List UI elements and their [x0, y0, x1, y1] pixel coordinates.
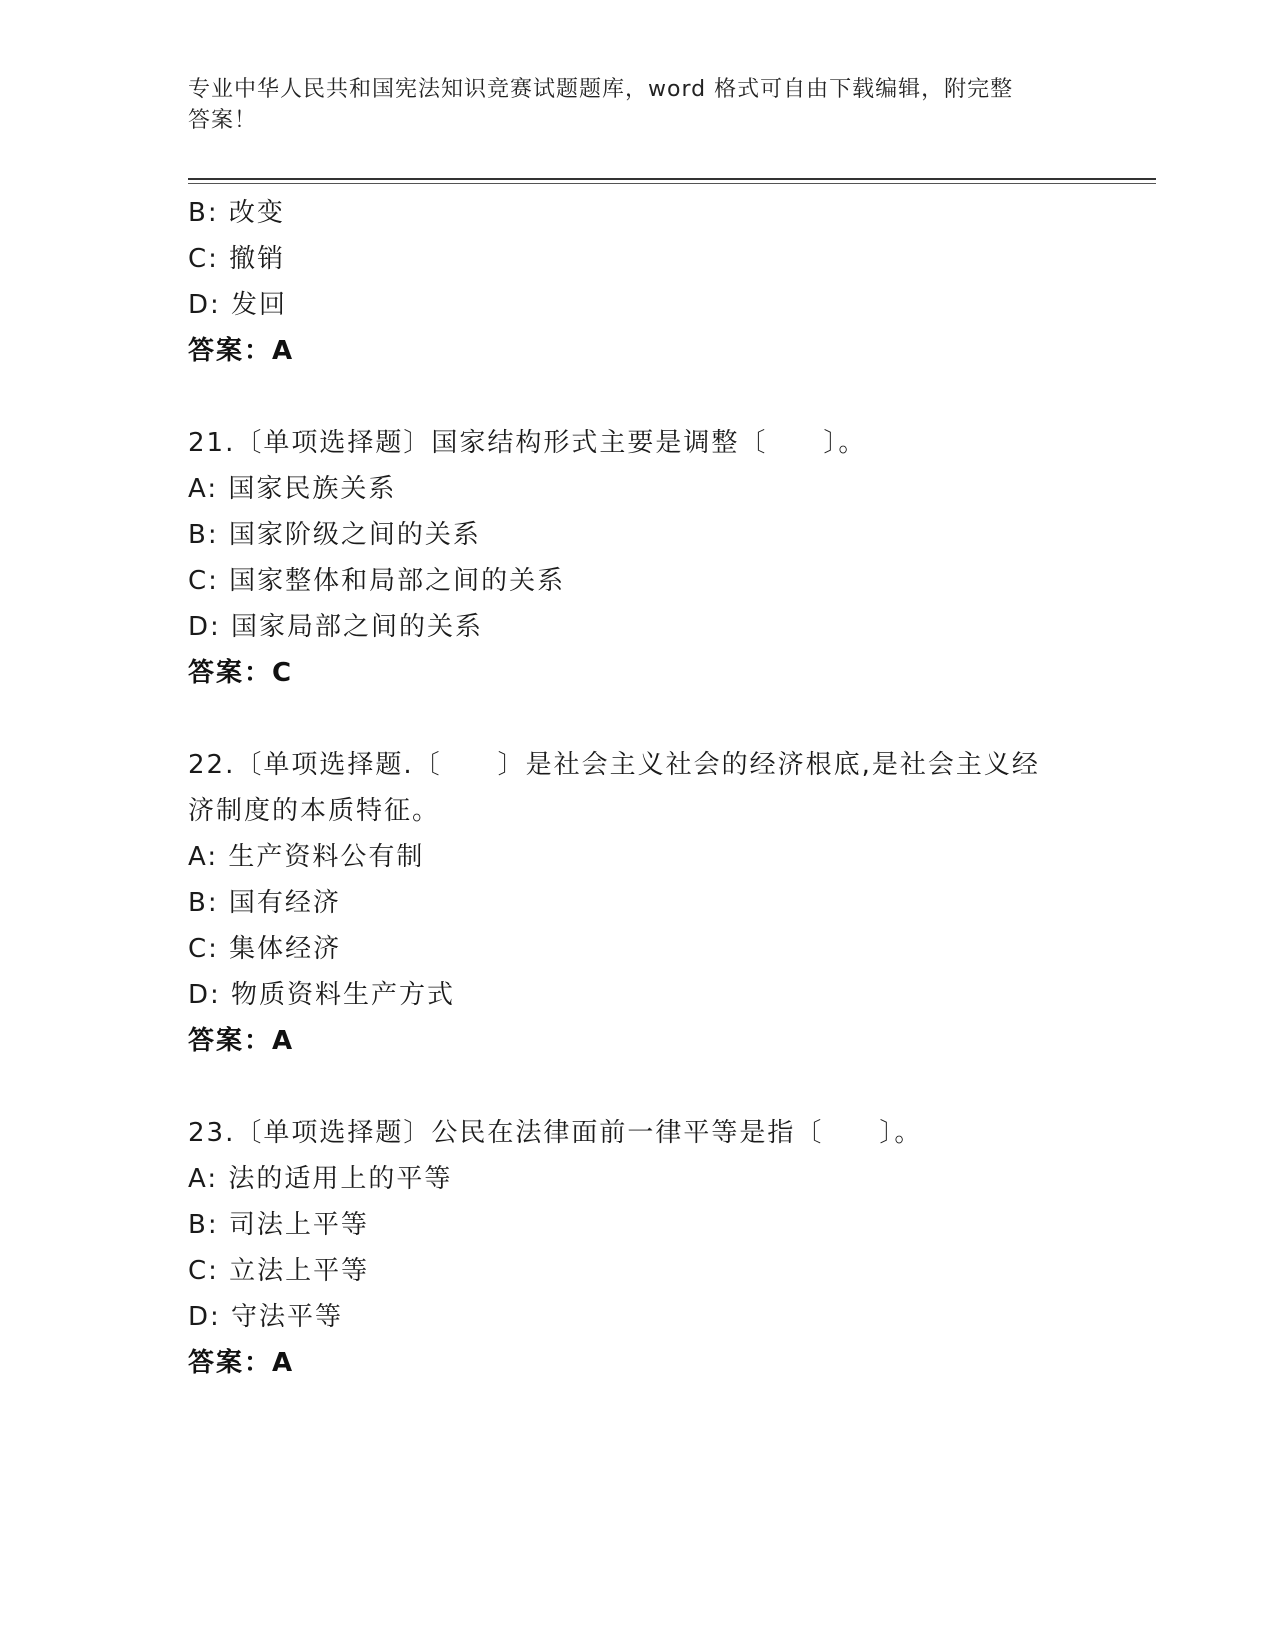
question-20-continuation: [188, 190, 1088, 374]
option-a: A: 法的适用上的平等: [188, 1164, 453, 1194]
option-a: A: 生产资料公有制: [188, 842, 425, 872]
option-c: C: 立法上平等: [188, 1256, 370, 1286]
question-stem-continued: 济制度的本质特征。: [188, 796, 441, 826]
answer-line: 答案：A: [188, 1026, 295, 1056]
header-divider-thin: [188, 183, 1156, 184]
question-list: [188, 190, 1088, 1386]
question-22: [188, 742, 1088, 1064]
spacer: [188, 696, 1088, 742]
answer-line: 答案：A: [188, 336, 295, 366]
question-stem: 21.〔单项选择题〕国家结构形式主要是调整〔 〕。: [188, 428, 867, 458]
question-stem: 22.〔单项选择题.〔 〕是社会主义社会的经济根底,是社会主义经: [188, 750, 1040, 780]
option-c: C: 国家整体和局部之间的关系: [188, 566, 566, 596]
option-b: B: 国家阶级之间的关系: [188, 520, 481, 550]
document-header: [188, 74, 1068, 136]
answer-line: 答案：A: [188, 1348, 295, 1378]
option-d: D: 物质资料生产方式: [188, 980, 456, 1010]
answer-line: 答案：C: [188, 658, 294, 688]
question-21: [188, 420, 1088, 696]
option-b: B: 改变: [188, 198, 285, 228]
spacer: [188, 374, 1088, 420]
option-b: B: 司法上平等: [188, 1210, 369, 1240]
option-d: D: 国家局部之间的关系: [188, 612, 484, 642]
question-23: [188, 1110, 1088, 1386]
option-a: A: 国家民族关系: [188, 474, 397, 504]
header-line-1: 专业中华人民共和国宪法知识竞赛试题题库，word 格式可自由下载编辑，附完整: [188, 77, 1014, 102]
header-divider-thick: [188, 178, 1156, 180]
header-line-2: 答案！: [188, 108, 258, 133]
option-c: C: 撤销: [188, 244, 286, 274]
option-d: D: 发回: [188, 290, 288, 320]
option-d: D: 守法平等: [188, 1302, 344, 1332]
question-stem: 23.〔单项选择题〕公民在法律面前一律平等是指〔 〕。: [188, 1118, 923, 1148]
spacer: [188, 1064, 1088, 1110]
option-b: B: 国有经济: [188, 888, 341, 918]
option-c: C: 集体经济: [188, 934, 342, 964]
